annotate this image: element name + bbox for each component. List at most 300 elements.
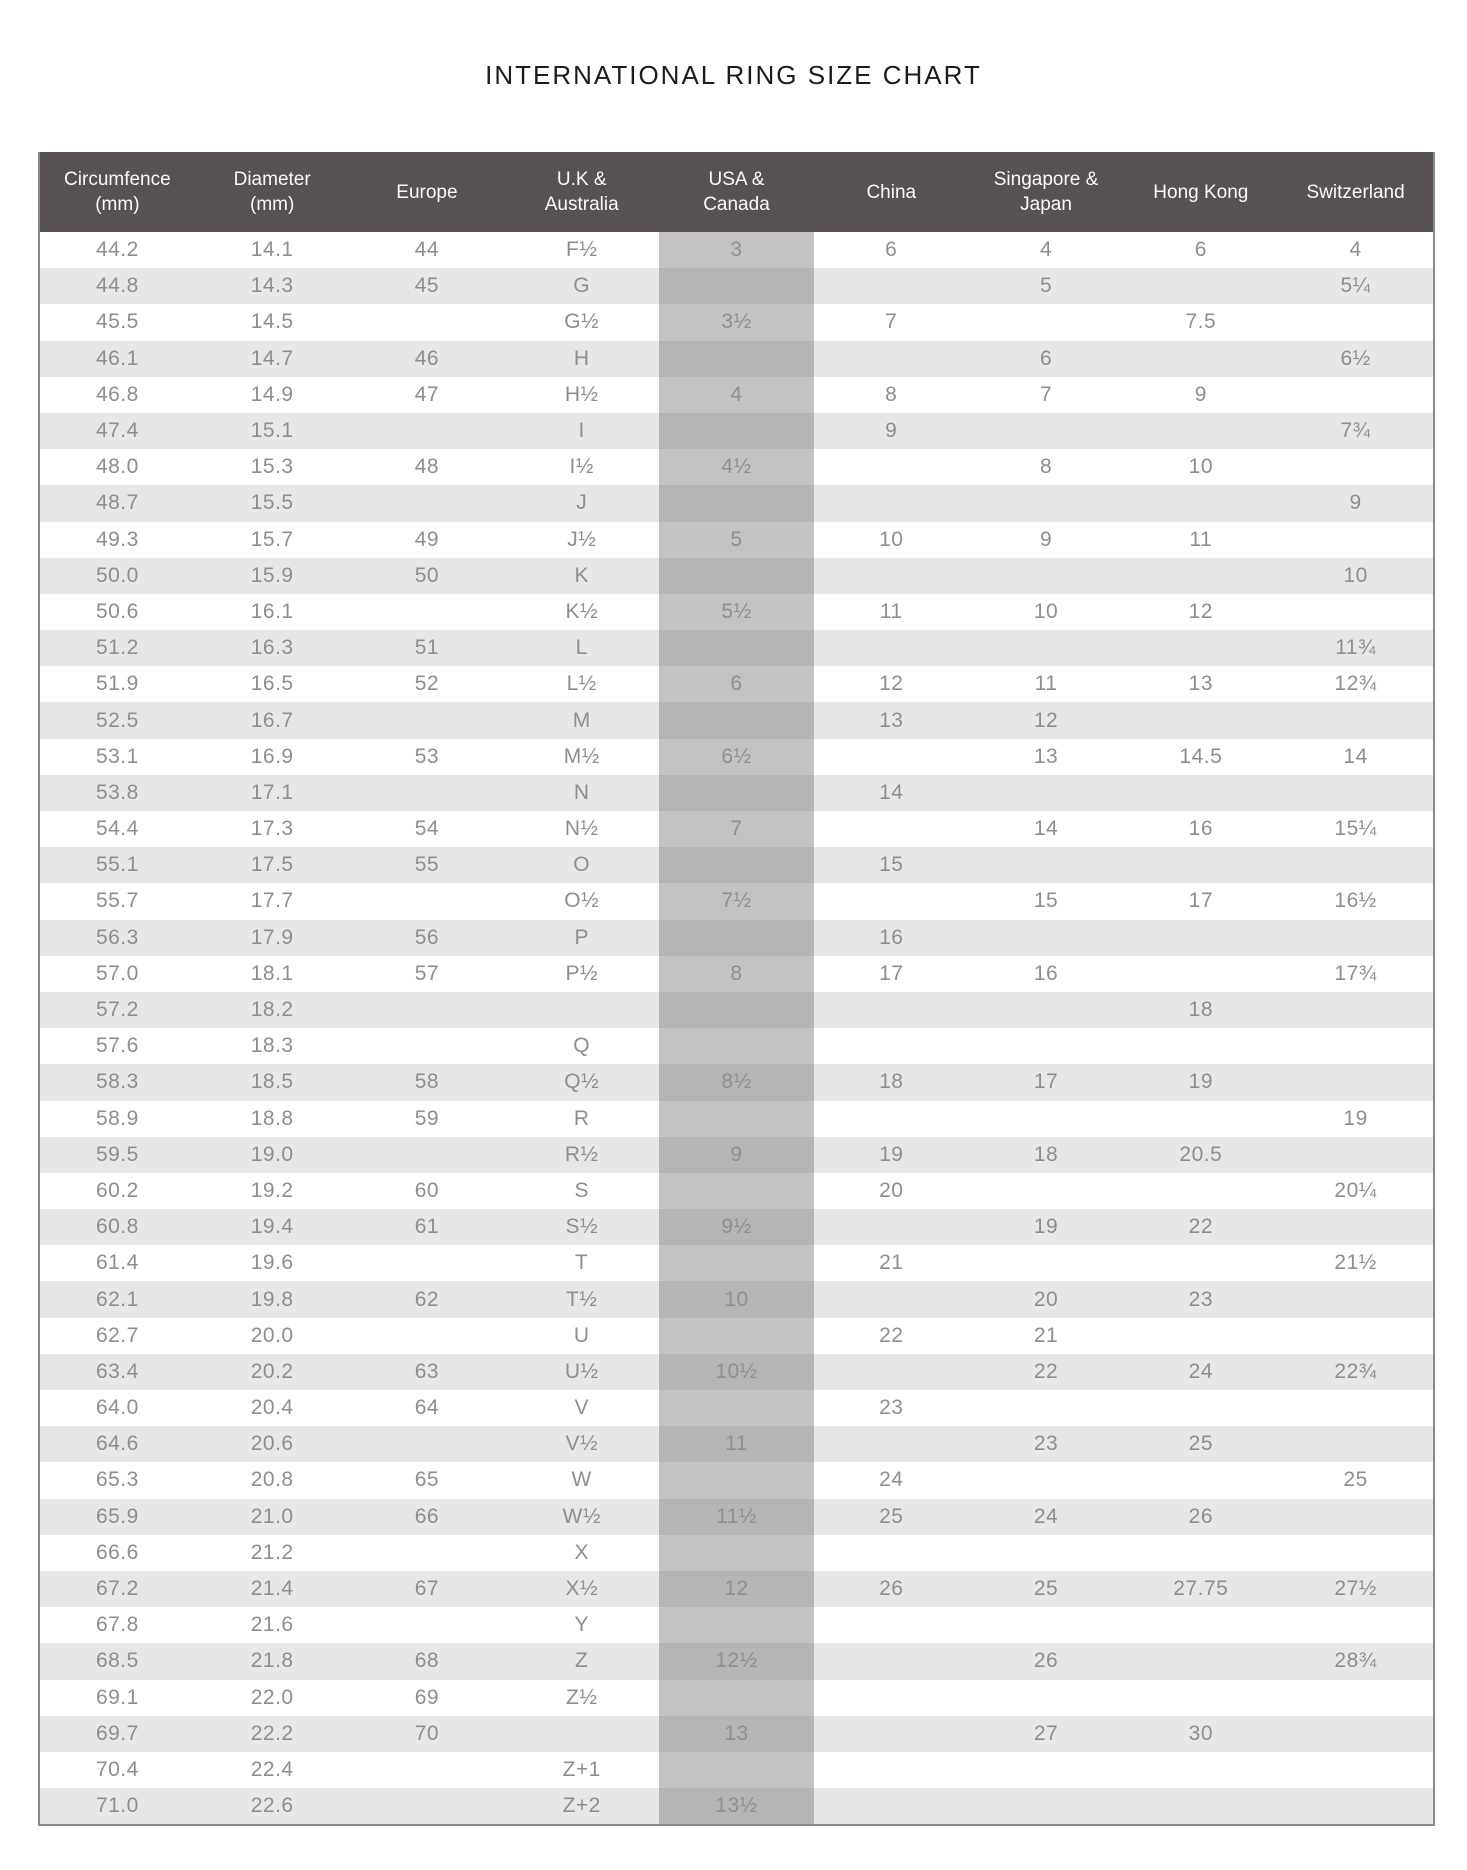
table-cell: 6 [659, 666, 814, 702]
table-cell: 24 [879, 1468, 904, 1492]
table-cell: 18 [879, 1070, 904, 1094]
table-cell: 25 [1343, 1468, 1368, 1492]
table-cell [659, 1028, 814, 1064]
table-cell [1278, 847, 1433, 883]
table-cell: 14 [1343, 744, 1368, 768]
table-row [40, 630, 1433, 666]
table-cell: 22.4 [250, 1757, 294, 1781]
table-cell: Z½ [566, 1685, 598, 1709]
table-cell [814, 449, 969, 485]
table-cell [350, 1535, 505, 1571]
table-cell: 65.9 [95, 1504, 139, 1528]
table-cell [814, 1643, 969, 1679]
table-cell: 62.7 [95, 1323, 139, 1347]
table-cell: 61.4 [95, 1251, 139, 1275]
table-cell: 15 [1033, 889, 1059, 913]
table-cell: 18.5 [250, 1070, 294, 1094]
table-cell: G½ [564, 310, 600, 334]
table-cell: 61 [414, 1215, 440, 1239]
table-row [40, 1607, 1433, 1643]
table-cell [1123, 1462, 1278, 1498]
table-cell: 6 [1039, 346, 1053, 370]
table-cell: U½ [564, 1359, 599, 1383]
table-cell: 50 [414, 563, 440, 587]
table-cell: 46.8 [95, 382, 139, 406]
table-cell: 19 [1033, 1215, 1059, 1239]
table-row [40, 702, 1433, 738]
table-cell [1278, 1281, 1433, 1317]
table-cell: 21.6 [250, 1613, 294, 1637]
table-cell [350, 304, 505, 340]
table-cell: 71.0 [95, 1794, 139, 1818]
table-cell: 21.0 [250, 1504, 294, 1528]
table-cell: 18.3 [250, 1034, 294, 1058]
table-cell: 17.1 [250, 780, 294, 804]
table-cell: 5½ [659, 594, 814, 630]
table-cell: 14 [879, 780, 904, 804]
table-cell: 64 [414, 1396, 440, 1420]
table-cell: 12 [1188, 599, 1213, 623]
table-row [40, 485, 1433, 521]
table-cell: 15.3 [250, 455, 294, 479]
table-cell: 13 [1033, 744, 1059, 768]
table-cell: 7 [1039, 382, 1053, 406]
table-row [40, 1137, 1433, 1173]
table-cell: 20.4 [250, 1396, 294, 1420]
table-row [40, 811, 1433, 847]
table-cell: 16.9 [250, 744, 294, 768]
table-cell [1123, 413, 1278, 449]
table-cell: 53.8 [95, 780, 139, 804]
table-row [40, 377, 1433, 413]
table-cell: 27½ [1334, 1577, 1377, 1601]
table-cell: 51 [414, 636, 440, 660]
table-cell [1278, 1426, 1433, 1462]
table-cell: 7 [659, 811, 814, 847]
table-row [40, 1245, 1433, 1281]
table-cell: F½ [566, 238, 598, 262]
table-cell [659, 992, 814, 1028]
table-cell: 20.2 [250, 1359, 294, 1383]
table-cell: 20 [1033, 1287, 1059, 1311]
table-cell: W [571, 1468, 592, 1492]
table-cell: N½ [564, 817, 599, 841]
table-cell: H½ [564, 382, 599, 406]
table-row [40, 1354, 1433, 1390]
table-cell: 14.9 [250, 382, 294, 406]
table-cell: 19.6 [250, 1251, 294, 1275]
table-cell: 56 [414, 925, 440, 949]
table-cell: 16.7 [250, 708, 294, 732]
table-cell [969, 775, 1124, 811]
table-cell: 22 [879, 1323, 904, 1347]
table-cell [1123, 1607, 1278, 1643]
table-row [40, 666, 1433, 702]
table-row [40, 739, 1433, 775]
table-cell: T½ [566, 1287, 598, 1311]
table-cell [1278, 522, 1433, 558]
table-cell [1278, 1788, 1433, 1824]
column-header: Singapore & Japan [993, 169, 1099, 215]
table-row [40, 1716, 1433, 1752]
table-cell [814, 1788, 969, 1824]
table-cell: 15¼ [1334, 817, 1377, 841]
column-header: USA & Canada [703, 169, 770, 215]
table-cell: 45.5 [95, 310, 139, 334]
table-cell: 20.0 [250, 1323, 294, 1347]
table-cell: 63.4 [95, 1359, 139, 1383]
table-row [40, 1499, 1433, 1535]
table-cell: 19 [1343, 1106, 1368, 1130]
table-cell: M [572, 708, 591, 732]
table-cell [350, 992, 505, 1028]
table-row [40, 341, 1433, 377]
table-cell: 67 [414, 1577, 440, 1601]
table-cell [350, 1137, 505, 1173]
table-cell [814, 883, 969, 919]
table-cell: 22.2 [250, 1721, 294, 1745]
table-cell: 19.4 [250, 1215, 294, 1239]
table-body [40, 232, 1433, 1824]
table-cell [814, 268, 969, 304]
table-cell: 5¼ [1340, 274, 1371, 298]
table-cell: H [573, 346, 590, 370]
table-cell: 15.9 [250, 563, 294, 587]
table-cell: M½ [563, 744, 600, 768]
table-cell [1123, 1680, 1278, 1716]
table-cell: 58 [414, 1070, 440, 1094]
table-cell: 18.8 [250, 1106, 294, 1130]
table-cell: 17.9 [250, 925, 294, 949]
table-cell: 45 [414, 274, 440, 298]
table-cell: 55.7 [95, 889, 139, 913]
table-cell [969, 1028, 1124, 1064]
table-cell: 8 [885, 382, 898, 406]
table-cell [814, 341, 969, 377]
table-cell: 9 [1349, 491, 1362, 515]
table-cell [1278, 1752, 1433, 1788]
table-cell: 51.2 [95, 636, 139, 660]
table-cell [1123, 1173, 1278, 1209]
table-row [40, 1028, 1433, 1064]
table-cell [659, 1535, 814, 1571]
table-cell: J [576, 491, 588, 515]
table-cell: 24 [1188, 1359, 1213, 1383]
table-cell: 10½ [659, 1354, 814, 1390]
table-cell: 16.3 [250, 636, 294, 660]
table-cell: 20.5 [1179, 1142, 1223, 1166]
table-cell: 57.2 [95, 998, 139, 1022]
table-cell: 48.7 [95, 491, 139, 515]
table-row [40, 1571, 1433, 1607]
table-cell [350, 883, 505, 919]
table-cell: O [573, 853, 591, 877]
table-cell [1278, 1535, 1433, 1571]
table-cell: 23 [879, 1396, 904, 1420]
table-cell: 64.6 [95, 1432, 139, 1456]
table-cell: 18 [1188, 998, 1213, 1022]
table-cell [1123, 1752, 1278, 1788]
table-cell: 17 [1033, 1070, 1059, 1094]
table-cell [969, 413, 1124, 449]
table-cell: 58.9 [95, 1106, 139, 1130]
table-cell: S [574, 1178, 589, 1202]
table-cell: 27.75 [1173, 1577, 1229, 1601]
table-cell [814, 1680, 969, 1716]
table-cell [659, 1245, 814, 1281]
table-cell [1278, 377, 1433, 413]
table-cell: 28¾ [1334, 1649, 1377, 1673]
table-cell: Q [573, 1034, 591, 1058]
table-cell [1123, 341, 1278, 377]
table-cell [1123, 702, 1278, 738]
table-cell: 6 [885, 238, 898, 262]
table-cell [350, 1788, 505, 1824]
table-cell: 23 [1188, 1287, 1213, 1311]
table-cell: 17¾ [1334, 961, 1377, 985]
table-row [40, 1535, 1433, 1571]
column-header: Europe [396, 181, 458, 203]
table-row [40, 1064, 1433, 1100]
table-cell [1123, 268, 1278, 304]
table-cell [1123, 847, 1278, 883]
table-cell [969, 1752, 1124, 1788]
table-cell [1123, 1245, 1278, 1281]
table-cell: P [574, 925, 589, 949]
table-cell: 53 [414, 744, 440, 768]
table-cell: 52 [414, 672, 440, 696]
table-row [40, 1209, 1433, 1245]
table-cell: V [574, 1396, 589, 1420]
table-cell: 14.1 [250, 238, 294, 262]
table-cell [814, 1281, 969, 1317]
table-cell: 11 [1034, 672, 1058, 696]
table-cell: T [575, 1251, 589, 1275]
table-cell: 7.5 [1185, 310, 1217, 334]
table-cell: 13 [879, 708, 904, 732]
table-cell: 6½ [1340, 346, 1371, 370]
table-row [40, 1390, 1433, 1426]
table-cell: 14.5 [1179, 744, 1223, 768]
table-cell: 8 [1039, 455, 1053, 479]
table-cell: 15 [879, 853, 904, 877]
table-cell: 20 [879, 1178, 904, 1202]
table-cell [350, 1318, 505, 1354]
table-cell [350, 1607, 505, 1643]
table-cell [350, 1028, 505, 1064]
table-cell: 63 [414, 1359, 440, 1383]
table-cell: 10 [659, 1281, 814, 1317]
table-cell [969, 1607, 1124, 1643]
page-title: INTERNATIONAL RING SIZE CHART [485, 60, 982, 90]
table-cell: 9 [885, 419, 898, 443]
table-row [40, 594, 1433, 630]
table-cell [814, 739, 969, 775]
table-cell: 8 [659, 956, 814, 992]
table-cell [1278, 304, 1433, 340]
table-cell: Z [575, 1649, 589, 1673]
table-cell: 12¾ [1334, 672, 1377, 696]
table-cell: 4½ [659, 449, 814, 485]
column-header: China [866, 181, 917, 203]
table-cell [1123, 558, 1278, 594]
table-cell: S½ [565, 1215, 598, 1239]
table-cell: 9 [1039, 527, 1053, 551]
table-cell: Z+1 [562, 1757, 601, 1781]
table-cell: 11½ [659, 1499, 814, 1535]
table-cell: 60 [414, 1178, 440, 1202]
table-header [40, 152, 1433, 232]
table-cell [659, 1752, 814, 1788]
table-cell: 13 [659, 1716, 814, 1752]
table-cell: 19 [1188, 1070, 1213, 1094]
table-cell [504, 1716, 659, 1752]
table-cell: 16 [1188, 817, 1213, 841]
table-cell: 60.8 [95, 1215, 139, 1239]
table-cell: 11 [1189, 527, 1213, 551]
table-row [40, 1101, 1433, 1137]
table-cell: 30 [1188, 1721, 1213, 1745]
table-row [40, 1281, 1433, 1317]
table-cell: U [573, 1323, 590, 1347]
table-cell: 21 [879, 1251, 904, 1275]
table-cell [1278, 1318, 1433, 1354]
table-cell: 54 [414, 817, 440, 841]
table-cell [350, 1752, 505, 1788]
table-cell: 69.7 [95, 1721, 139, 1745]
table-cell: 25 [879, 1504, 904, 1528]
table-cell: 47 [414, 382, 440, 406]
table-cell: 12 [659, 1571, 814, 1607]
table-cell: 44.8 [95, 274, 139, 298]
table-cell: 26 [879, 1577, 904, 1601]
table-row [40, 956, 1433, 992]
table-row [40, 304, 1433, 340]
table-cell [1123, 1390, 1278, 1426]
table-cell [659, 485, 814, 521]
table-cell: 62 [414, 1287, 440, 1311]
table-row [40, 558, 1433, 594]
table-cell: 60.2 [95, 1178, 139, 1202]
table-cell: P½ [565, 961, 598, 985]
table-cell: 69.1 [95, 1685, 139, 1709]
table-row [40, 1643, 1433, 1679]
table-cell: 22 [1033, 1359, 1059, 1383]
table-cell: J½ [567, 527, 597, 551]
table-cell: 3 [659, 232, 814, 268]
table-cell [969, 1788, 1124, 1824]
table-cell: 59.5 [95, 1142, 139, 1166]
table-cell: 58.3 [95, 1070, 139, 1094]
table-cell [969, 1390, 1124, 1426]
table-cell [969, 1680, 1124, 1716]
table-cell: 17 [879, 961, 904, 985]
table-cell: 66.6 [95, 1540, 139, 1564]
table-cell [659, 702, 814, 738]
table-cell: 67.2 [95, 1577, 139, 1601]
table-cell: 21.2 [250, 1540, 294, 1564]
table-row [40, 1680, 1433, 1716]
table-cell: 16.5 [250, 672, 294, 696]
table-cell: 46 [414, 346, 440, 370]
column-header: Circumfence (mm) [64, 169, 171, 215]
table-row [40, 1426, 1433, 1462]
table-cell [1278, 1028, 1433, 1064]
table-cell [969, 485, 1124, 521]
table-cell: 8½ [659, 1064, 814, 1100]
table-cell: 21½ [1334, 1251, 1377, 1275]
table-cell: 15.7 [250, 527, 294, 551]
table-row [40, 1788, 1433, 1824]
table-cell: R½ [564, 1142, 599, 1166]
table-row [40, 883, 1433, 919]
table-cell: R [573, 1106, 590, 1130]
table-cell [969, 1101, 1124, 1137]
table-cell: 21 [1033, 1323, 1059, 1347]
table-cell [659, 1101, 814, 1137]
table-cell: 14.3 [250, 274, 294, 298]
table-cell [350, 1245, 505, 1281]
table-cell [969, 1535, 1124, 1571]
table-cell: 15.1 [250, 419, 294, 443]
table-cell: 17.3 [250, 817, 294, 841]
table-cell: 50.6 [95, 599, 139, 623]
table-cell: 21.4 [250, 1577, 294, 1601]
table-cell [350, 702, 505, 738]
table-cell [659, 1607, 814, 1643]
table-cell [969, 992, 1124, 1028]
column-header: U.K & Australia [544, 169, 619, 215]
table-cell [969, 1245, 1124, 1281]
table-cell: 50.0 [95, 563, 139, 587]
table-cell [1278, 1137, 1433, 1173]
table-cell [659, 558, 814, 594]
column-header: Switzerland [1306, 181, 1405, 203]
table-cell: 20¼ [1334, 1178, 1377, 1202]
table-cell: 66 [414, 1504, 440, 1528]
table-row [40, 1318, 1433, 1354]
table-cell: 55.1 [95, 853, 139, 877]
table-row [40, 413, 1433, 449]
table-cell: 11 [659, 1426, 814, 1462]
table-cell: 13 [1188, 672, 1213, 696]
table-cell: 10 [1343, 563, 1368, 587]
table-cell: 20.6 [250, 1432, 294, 1456]
table-cell: 18 [1033, 1142, 1059, 1166]
table-cell [659, 341, 814, 377]
table-cell: 26 [1033, 1649, 1059, 1673]
table-cell: 7½ [659, 883, 814, 919]
table-row [40, 847, 1433, 883]
table-cell: 21.8 [250, 1649, 294, 1673]
table-row [40, 1752, 1433, 1788]
table-row [40, 268, 1433, 304]
table-cell [1278, 1499, 1433, 1535]
table-cell [504, 992, 659, 1028]
table-cell: I½ [569, 455, 594, 479]
table-cell [814, 1426, 969, 1462]
table-cell [1123, 1318, 1278, 1354]
table-cell: 69 [414, 1685, 440, 1709]
table-cell [814, 1716, 969, 1752]
table-cell: 17 [1188, 889, 1213, 913]
table-cell [969, 1173, 1124, 1209]
table-cell: 67.8 [95, 1613, 139, 1637]
table-cell [1278, 1209, 1433, 1245]
table-cell [814, 1354, 969, 1390]
table-cell: 3½ [659, 304, 814, 340]
table-cell [659, 775, 814, 811]
